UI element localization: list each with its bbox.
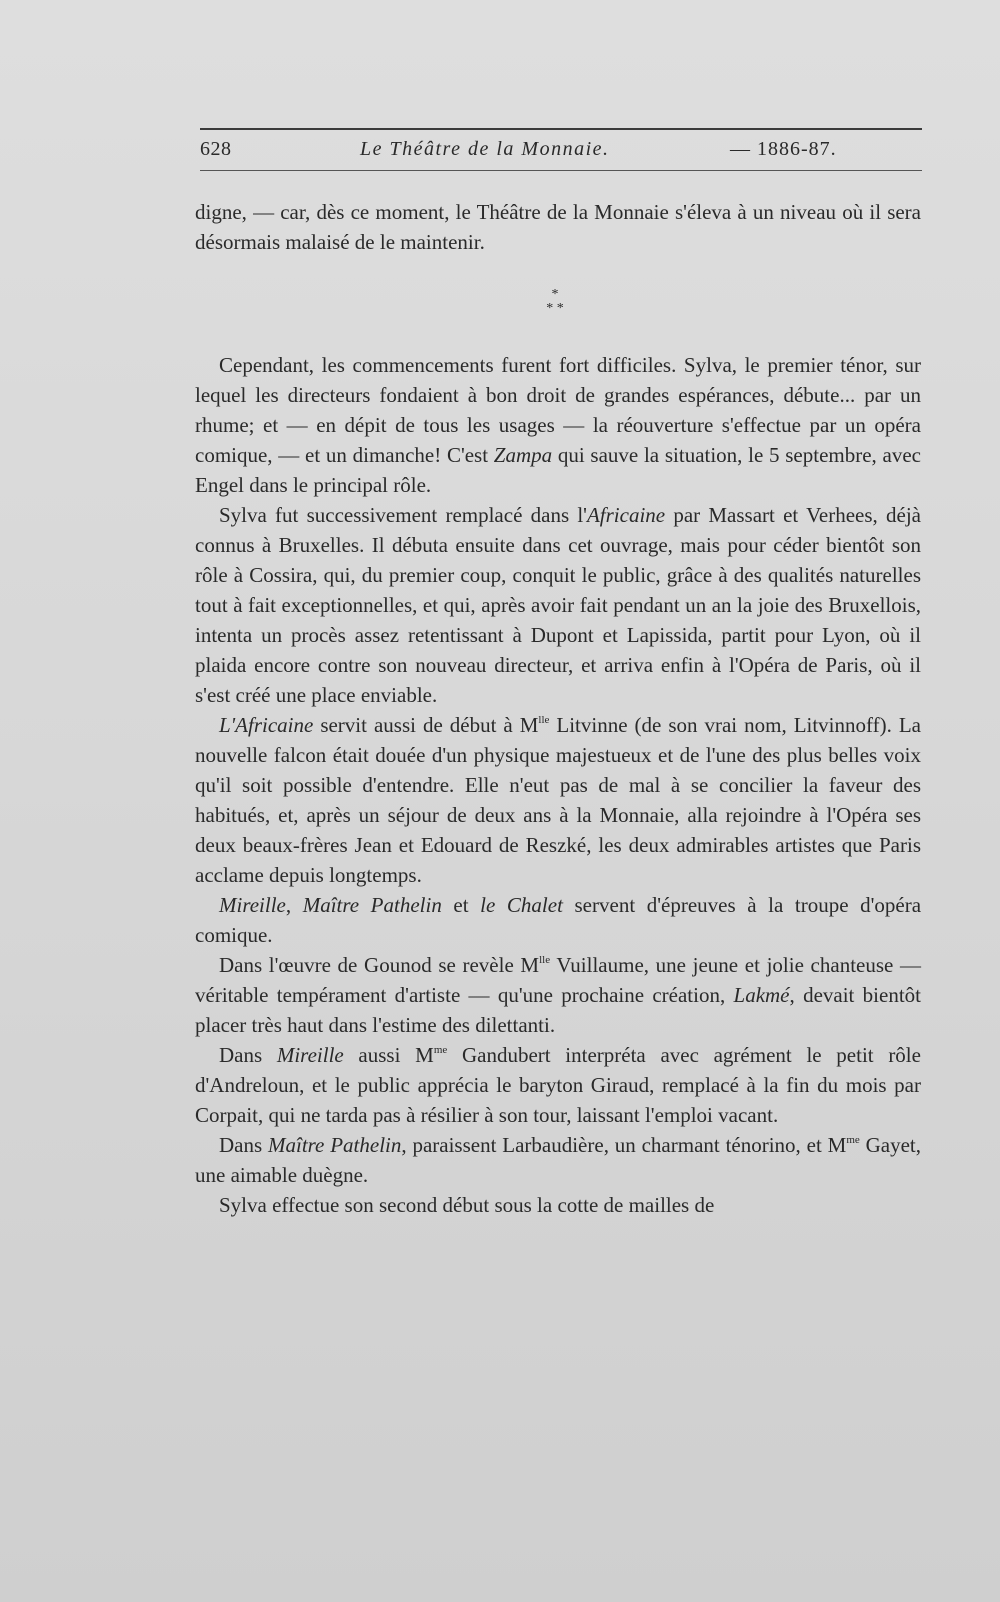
text-run: Litvinne (de son vrai nom, Litvinnoff). La nouvelle falcon était douée d'un physique majestueux et de l'une des plus belles voix qu'il soit possible d'entendre. Elle n'eut pas de mal à se concilier la faveur des habitués, et, après un séjour de deux ans à la Monnaie, alla rejoindre à l'Opéra ses deux beaux-frères Jean et Edouard de Reszké, les deux admirables artistes que Paris acclame depuis longtemps. [195, 713, 922, 887]
paragraph-5 [195, 950, 921, 1040]
paragraph-8 [195, 1190, 921, 1220]
text-run: , paraissent Larbaudière, un charmant ténorino, et M [401, 1133, 847, 1157]
italic-title: Zampa [493, 443, 553, 467]
text-run: Dans l'œuvre de Gounod se revèle M [219, 953, 540, 977]
text-run: par Massart et Verhees, déjà connus à Bruxelles. Il débuta ensuite dans cet ouvrage, mais pour céder bientôt son rôle à Cossira, qui, du premier coup, conquit le public, grâce à des qualités naturelles tout à fait exceptionnelles, et qui, après avoir fait pendant un an la joie des Bruxellois, intenta un procès assez retentissant à Dupont et Lapissida, partit pour Lyon, où il plaida encore contre son nouveau directeur, et arriva enfin à l'Opéra de Paris, où il s'est créé une place enviable. [195, 503, 921, 707]
italic-title: Africaine [586, 503, 666, 527]
paragraph-7 [195, 1130, 921, 1190]
italic-title: Lakmé [733, 983, 790, 1007]
asterism-top: * [551, 287, 559, 302]
page-number: 628 [200, 138, 232, 160]
header-top-rule [200, 128, 922, 130]
paragraph-3 [195, 710, 921, 890]
header-dash: — [730, 138, 751, 160]
text-run: Cependant, les commencements furent fort difficiles. Sylva, le premier ténor, sur lequel les directeurs fondaient à bon droit de grandes espérances, débute... par un rhume; et — en dépit de tous les usages — la réouverture s'effectue par un opéra comique, — et un dimanche! C'est [195, 353, 921, 467]
intro-paragraph: digne, — car, dès ce moment, le Théâtre de la Monnaie s'éleva à un niveau où il sera désormais malaisé de le maintenir. [195, 200, 921, 254]
paragraph-6 [195, 1040, 921, 1130]
text-run: et [441, 893, 481, 917]
main-text-block [195, 350, 921, 1220]
text-run: Dans [219, 1133, 268, 1157]
paragraph-4 [195, 890, 921, 950]
header-bottom-rule [200, 170, 922, 171]
text-run: Vuillaume, une jeune et jolie chanteuse — véritable tempérament d'artiste — qu'une prochaine création, [195, 953, 921, 1007]
text-run: , [285, 893, 303, 917]
italic-title: L'Africaine [219, 713, 314, 737]
text-run: aussi M [343, 1043, 434, 1067]
text-run: Gandubert interpréta avec agrément le petit rôle d'Andreloun, et le public apprécia le baryton Giraud, remplacé à la fin du mois par Corpait, qui ne tarda pas à résilier à son tour, laissant l'emploi vacant. [195, 1043, 921, 1127]
text-run: qui sauve la situation, le 5 septembre, avec Engel dans le principal rôle. [195, 443, 921, 497]
header-years: 1886-87. [757, 138, 837, 160]
intro-text-block [195, 197, 921, 257]
text-run: Sylva effectue son second début sous la cotte de mailles de [219, 1193, 715, 1217]
italic-title: le Chalet [480, 893, 563, 917]
honorific-superscript: lle [539, 954, 551, 966]
honorific-superscript: me [433, 1044, 448, 1056]
paragraph-2 [195, 500, 921, 710]
running-head [200, 134, 922, 164]
text-run: servent d'épreuves à la troupe d'opéra comique. [195, 893, 922, 947]
italic-title: Mireille [219, 893, 286, 917]
italic-title: Mireille [276, 1043, 344, 1067]
honorific-superscript: me [846, 1134, 860, 1146]
paragraph-1 [195, 350, 921, 500]
italic-title: Maître Pathelin [302, 893, 442, 917]
text-run: Sylva fut successivement remplacé dans l' [219, 503, 587, 527]
asterism-bottom: * * [546, 301, 564, 316]
text-run: Dans [219, 1043, 277, 1067]
text-run: servit aussi de début à M [313, 713, 539, 737]
section-asterism [535, 288, 575, 316]
running-date [730, 134, 837, 164]
text-run: Gayet, une aimable duègne. [195, 1133, 921, 1187]
text-run: , devait bientôt placer très haut dans l'estime des dilettanti. [195, 983, 921, 1037]
honorific-superscript: lle [538, 714, 550, 726]
italic-title: Maître Pathelin [268, 1133, 402, 1157]
running-title: Le Théâtre de la Monnaie. [360, 138, 610, 160]
